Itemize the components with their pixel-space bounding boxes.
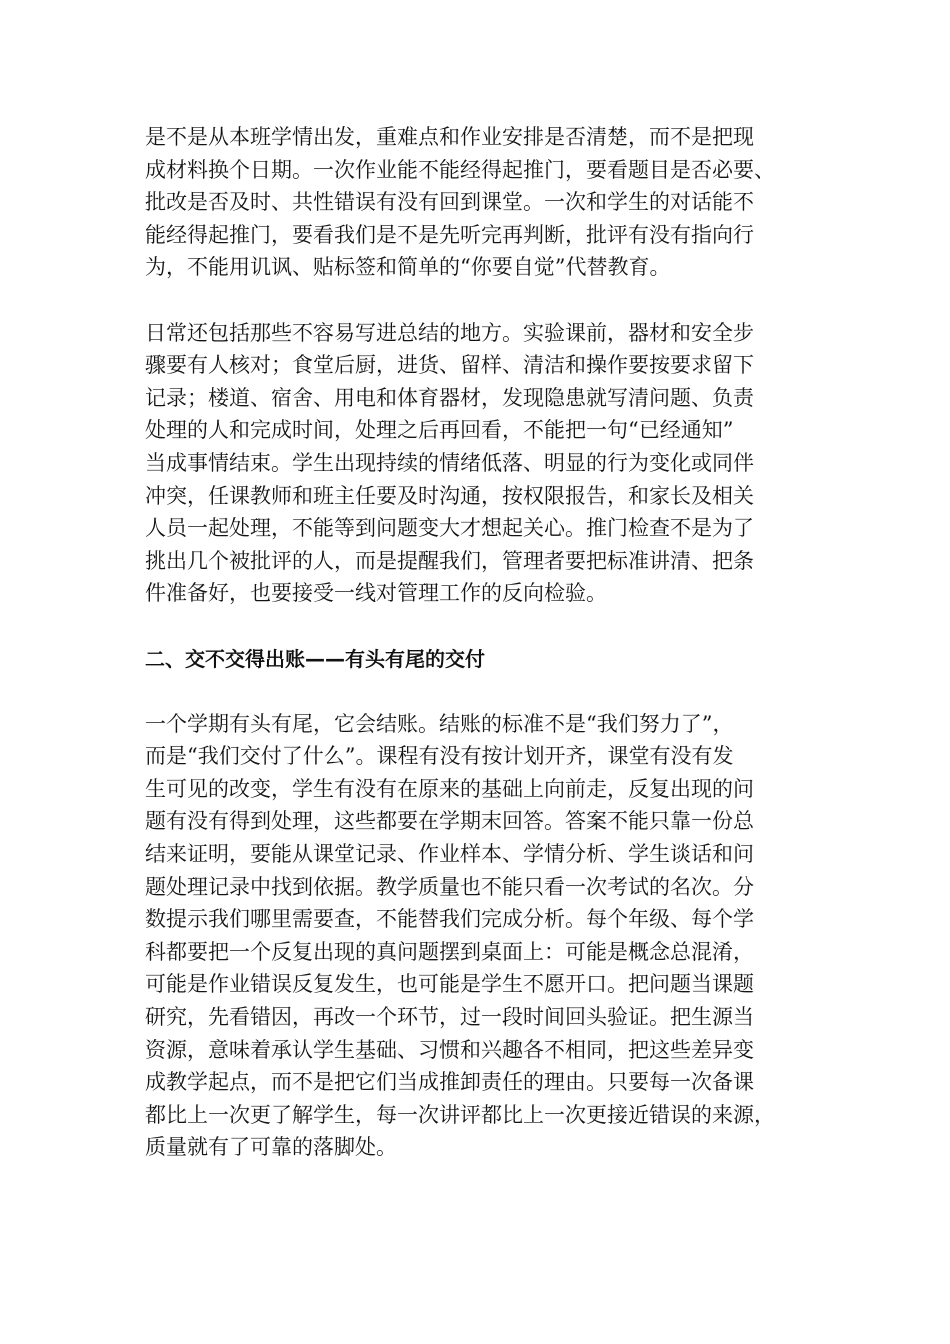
text-line: 挑出几个被批评的人，而是提醒我们，管理者要把标准讲清、把条 — [145, 548, 754, 573]
text-line: 生可见的改变，学生有没有在原来的基础上向前走，反复出现的问 — [145, 776, 754, 801]
paragraph-1 — [145, 121, 810, 284]
text-line: 研究，先看错因，再改一个环节，过一段时间回头验证。把生源当 — [145, 1005, 754, 1030]
section-heading: 二、交不交得出账——有头有尾的交付 — [145, 646, 485, 671]
text-line: 冲突，任课教师和班主任要及时沟通，按权限报告，和家长及相关 — [145, 483, 754, 508]
text-line: 一个学期有头有尾，它会结账。结账的标准不是“我们努力了”， — [145, 711, 734, 736]
text-line: 骤要有人核对；食堂后厨，进货、留样、清洁和操作要按要求留下 — [145, 353, 754, 378]
text-line: 是不是从本班学情出发，重难点和作业安排是否清楚，而不是把现 — [145, 125, 754, 149]
text-line: 能经得起推门，要看我们是不是先听完再判断，批评有没有指向行 — [145, 222, 754, 247]
paragraph-gap — [145, 284, 810, 317]
text-line: 数提示我们哪里需要查，不能替我们完成分析。每个年级、每个学 — [145, 907, 754, 932]
text-line: 资源，意味着承认学生基础、习惯和兴趣各不相同，把这些差异变 — [145, 1037, 754, 1062]
paragraph-gap — [145, 675, 810, 708]
text-line: 人员一起处理，不能等到问题变大才想起关心。推门检查不是为了 — [145, 516, 754, 541]
text-line: 都比上一次更了解学生，每一次讲评都比上一次更接近错误的来源， — [145, 1102, 775, 1127]
text-line: 题处理记录中找到依据。教学质量也不能只看一次考试的名次。分 — [145, 874, 754, 899]
text-line: 质量就有了可靠的落脚处。 — [145, 1135, 397, 1160]
paragraph-3 — [145, 708, 810, 1164]
text-line: 件准备好，也要接受一线对管理工作的反向检验。 — [145, 581, 607, 606]
text-line: 为，不能用讥讽、贴标签和简单的“你要自觉”代替教育。 — [145, 255, 671, 280]
text-line: 可能是作业错误反复发生，也可能是学生不愿开口。把问题当课题 — [145, 972, 754, 997]
text-line: 成材料换个日期。一次作业能不能经得起推门，要看题目是否必要、 — [145, 157, 775, 182]
text-line: 成教学起点，而不是把它们当成推卸责任的理由。只要每一次备课 — [145, 1070, 754, 1095]
paragraph-2 — [145, 317, 810, 610]
text-line: 而是“我们交付了什么”。课程有没有按计划开齐，课堂有没有发 — [145, 744, 734, 769]
text-line: 处理的人和完成时间，处理之后再回看，不能把一句“已经通知” — [145, 418, 734, 443]
text-line: 科都要把一个反复出现的真问题摆到桌面上：可能是概念总混淆， — [145, 939, 754, 964]
text-line: 批改是否及时、共性错误有没有回到课堂。一次和学生的对话能不 — [145, 190, 754, 215]
text-line: 题有没有得到处理，这些都要在学期末回答。答案不能只靠一份总 — [145, 809, 754, 834]
text-line: 当成事情结束。学生出现持续的情绪低落、明显的行为变化或同伴 — [145, 450, 754, 475]
paragraph-gap — [145, 610, 810, 643]
text-line: 日常还包括那些不容易写进总结的地方。实验课前，器材和安全步 — [145, 320, 754, 345]
document-body — [145, 121, 810, 1164]
text-line: 记录；楼道、宿舍、用电和体育器材，发现隐患就写清问题、负责 — [145, 385, 754, 410]
text-line: 结来证明，要能从课堂记录、作业样本、学情分析、学生谈话和问 — [145, 842, 754, 867]
